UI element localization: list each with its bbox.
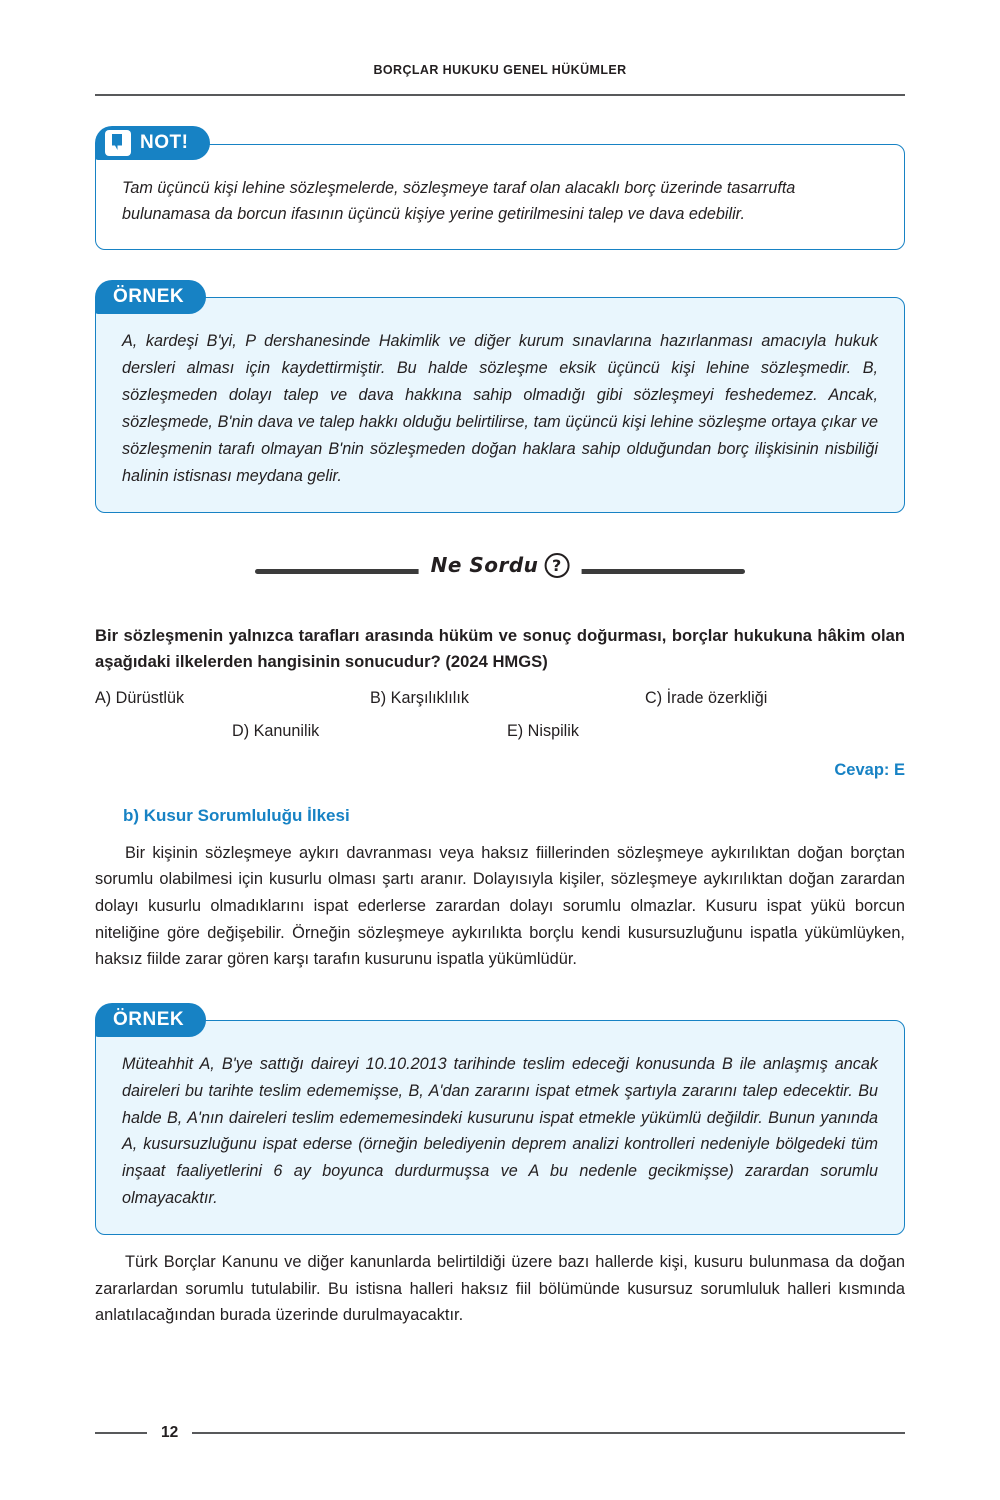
page-footer bbox=[95, 1424, 905, 1442]
footer-rule-right bbox=[192, 1432, 905, 1434]
footer-rule-left bbox=[95, 1432, 147, 1434]
ne-sordu-banner bbox=[95, 543, 905, 597]
exam-option-d[interactable]: D) Kanunilik bbox=[232, 721, 320, 740]
answer-label: Cevap: E bbox=[834, 760, 905, 779]
exam-option-a[interactable]: A) Dürüstlük bbox=[95, 688, 185, 707]
example-1-text: A, kardeşi B'yi, P dershanesinde Hakimlik ve diğer kurum sınavlarına hazırlanması amacıyla hukuk dersleri alması için kaydettirmiştir. Bu halde sözleşme eksik üçüncü kişi lehine sözleşmedir. B, sözleşmeden dolayı talep ve dava hakkına sahip olmadığı gibi sözleşmeyi feshedemez. Ancak, sözleşmede, B'nin dava ve talep hakkı olduğu belirtilirse, tam üçüncü kişi lehine sözleşme ortaya çıkar ve sözleşmenin tarafı olmayan B'nin sözleşmeden doğan haklara sahip olduğundan borç ilişkisinin nisbiliği halinin istisnası meydana gelir. bbox=[122, 332, 878, 485]
note-tag bbox=[95, 126, 210, 160]
section-paragraph: Bir kişinin sözleşmeye aykırı davranması veya haksız fiillerinden sözleşmeye aykırılıktan doğan borçtan sorumlu olabilmesi için kusurlu olması şartı aranır. Dolayısıyla kişiler, sözleşmeye aykırılıktan doğan zarardan dolayı kusurlu olmadıklarını ispat ederlerse zarardan dolayı sorumlu olmazlar. Kusuru ispat yükü borcun niteliğine göre değişebilir. Örneğin sözleşmeye aykırılıkta borçlu kendi kusursuzluğunu ispatla yükümlüyken, haksız fiilde zarar gören karşı tarafın kusurunu ispatla yükümlüdür. bbox=[95, 843, 905, 969]
exam-option-c[interactable]: C) İrade özerkliği bbox=[645, 688, 768, 707]
exam-option-e[interactable]: E) Nispilik bbox=[507, 721, 579, 740]
note-block bbox=[95, 126, 905, 250]
question-mark-icon: ? bbox=[544, 553, 569, 578]
example-box-1 bbox=[95, 297, 905, 512]
example-box-2 bbox=[95, 1020, 905, 1235]
closing-paragraph: Türk Borçlar Kanunu ve diğer kanunlarda belirtildiği üzere bazı hallerde kişi, kusuru bulunmasa da doğan zararlardan sorumlu tutulabilir. Bu istisna halleri haksız fiil bölümünde kusursuz sorumluluk halleri kısmında anlatılacağından burada üzerinde durulmayacaktır. bbox=[95, 1253, 905, 1325]
note-text: Tam üçüncü kişi lehine sözleşmelerde, sözleşmeye taraf olan alacaklı borç üzerinde tasarrufta bulunamasa da borcun ifasının üçüncü kişiye yerine getirilmesini talep ve dava edebilir. bbox=[122, 179, 796, 224]
exam-options-row-2 bbox=[95, 722, 905, 741]
banner-badge bbox=[419, 553, 582, 578]
exam-option-b[interactable]: B) Karşılıklılık bbox=[370, 688, 469, 707]
page-number: 12 bbox=[161, 1424, 179, 1441]
example-tag-2 bbox=[95, 1003, 206, 1037]
exam-options-row-1 bbox=[95, 689, 905, 708]
example-block-2 bbox=[95, 1003, 905, 1235]
example-2-text: Müteahhit A, B'ye sattığı daireyi 10.10.2013 tarihinde teslim edeceği konusunda B ile anlaşmış ancak daireleri bu tarihte teslim edememişse, B, A'dan zararını ispat etmek şartıyla zararını talep edecektir. Bu halde B, A'nın daireleri teslim edememesindeki kusurunu ispat etmekle yükümlü değildir. Bunun yanında A, kusursuzluğunu ispat ederse (örneğin belediyenin deprem analizi kontrolleri nedeniyle bölgedeki tüm inşaat faaliyetlerini 6 ay boyunca durdurmuşsa ve A bu nedenle gecikmişse) zarardan sorumlu olmayacaktır. bbox=[122, 1054, 878, 1208]
example-tag-1 bbox=[95, 280, 206, 314]
banner-label: Ne Sordu bbox=[430, 553, 539, 578]
header-rule bbox=[95, 94, 905, 96]
example-tag-1-label: ÖRNEK bbox=[113, 286, 185, 308]
running-head: BORÇLAR HUKUKU GENEL HÜKÜMLER bbox=[373, 63, 627, 77]
section-heading: b) Kusur Sorumluluğu İlkesi bbox=[123, 805, 350, 825]
example-block-1 bbox=[95, 280, 905, 512]
example-tag-2-label: ÖRNEK bbox=[113, 1008, 185, 1030]
note-box bbox=[95, 144, 905, 250]
note-tag-label: NOT! bbox=[140, 132, 189, 153]
exam-question-text: Bir sözleşmenin yalnızca tarafları arasında hüküm ve sonuç doğurması, borçlar hukukuna hâkim olan aşağıdaki ilkelerden hangisinin sonucudur? (2024 HMGS) bbox=[95, 625, 905, 672]
note-pin-icon bbox=[105, 130, 131, 156]
